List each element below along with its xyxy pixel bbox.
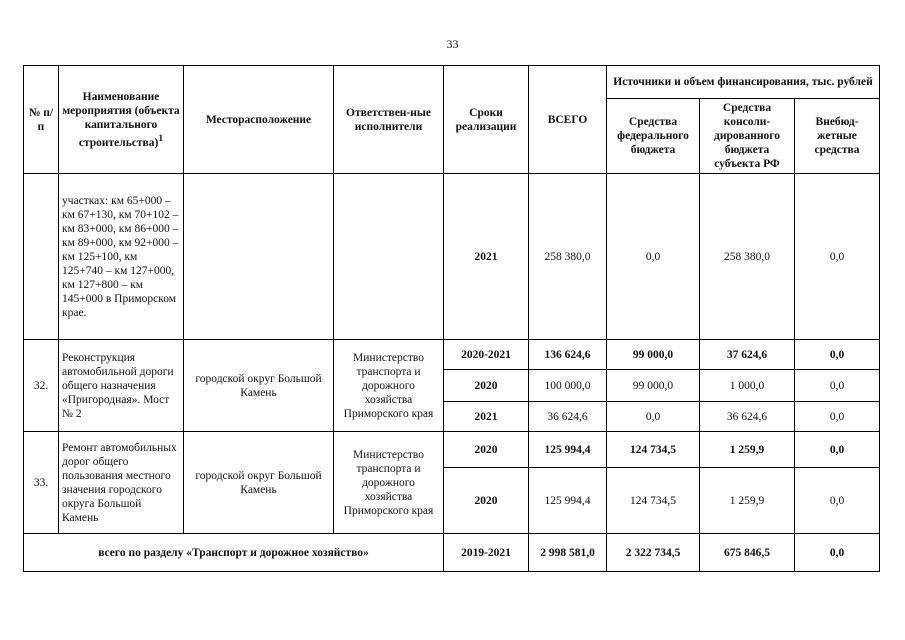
item33-row-1 (24, 432, 880, 468)
continuation-executor (334, 174, 444, 340)
item33-federal: 124 734,5 (607, 468, 700, 534)
continuation-location (184, 174, 334, 340)
item33-year: 2020 (444, 468, 529, 534)
item32-num: 32. (24, 340, 59, 432)
item32-year: 2020 (444, 370, 529, 402)
header-name-text: Наименование мероприятия (объекта капитального строительства) (62, 90, 180, 149)
item32-offbudget: 0,0 (795, 370, 880, 402)
total-year: 2019-2021 (444, 534, 529, 572)
item33-regional: 1 259,9 (700, 432, 795, 468)
item32-year: 2021 (444, 402, 529, 432)
item32-federal: 99 000,0 (607, 340, 700, 370)
continuation-regional: 258 380,0 (700, 174, 795, 340)
continuation-text: участках: км 65+000 – км 67+130, км 70+102 – км 83+000, км 86+000 – км 89+000, км 92+000 – км 125+100, км 125+740 – км 127+000, км 127+800 – км 145+000 в Приморском крае. (59, 174, 184, 340)
item33-regional: 1 259,9 (700, 468, 795, 534)
continuation-year: 2021 (444, 174, 529, 340)
item32-offbudget: 0,0 (795, 402, 880, 432)
continuation-row (24, 174, 880, 340)
header-row-1 (24, 66, 880, 99)
continuation-offbudget: 0,0 (795, 174, 880, 340)
header-sources: Источники и объем финансирования, тыс. рублей (607, 66, 880, 99)
header-executors: Ответствен-ные исполнители (334, 66, 444, 174)
financing-table (23, 65, 880, 572)
total-offbudget: 0,0 (795, 534, 880, 572)
total-total: 2 998 581,0 (529, 534, 607, 572)
header-regional: Средства консоли-дированного бюджета субъекта РФ (700, 99, 795, 174)
header-name-footnote: 1 (158, 132, 164, 144)
item33-name: Ремонт автомобильных дорог общего пользования местного значения городского округа Большой Камень (59, 432, 184, 534)
item33-location: городской округ Большой Камень (184, 432, 334, 534)
item33-federal: 124 734,5 (607, 432, 700, 468)
total-federal: 2 322 734,5 (607, 534, 700, 572)
item32-regional: 37 624,6 (700, 340, 795, 370)
item32-year: 2020-2021 (444, 340, 529, 370)
item33-total: 125 994,4 (529, 432, 607, 468)
item32-row-1 (24, 340, 880, 370)
item32-total: 100 000,0 (529, 370, 607, 402)
header-terms: Сроки реализации (444, 66, 529, 174)
item32-federal: 0,0 (607, 402, 700, 432)
total-label: всего по разделу «Транспорт и дорожное хозяйство» (24, 534, 444, 572)
continuation-total: 258 380,0 (529, 174, 607, 340)
header-name (59, 66, 184, 174)
item32-offbudget: 0,0 (795, 340, 880, 370)
item32-federal: 99 000,0 (607, 370, 700, 402)
item32-regional: 36 624,6 (700, 402, 795, 432)
header-offbudget: Внебюд-жетные средства (795, 99, 880, 174)
item33-num: 33. (24, 432, 59, 534)
header-num: № п/п (24, 66, 59, 174)
item32-total: 136 624,6 (529, 340, 607, 370)
header-location: Месторасположение (184, 66, 334, 174)
continuation-federal: 0,0 (607, 174, 700, 340)
item33-executor: Министерство транспорта и дорожного хозяйства Приморского края (334, 432, 444, 534)
item33-total: 125 994,4 (529, 468, 607, 534)
total-row (24, 534, 880, 572)
page-number: 33 (446, 37, 459, 51)
item33-offbudget: 0,0 (795, 432, 880, 468)
header-federal: Средства федерального бюджета (607, 99, 700, 174)
item32-total: 36 624,6 (529, 402, 607, 432)
item33-year: 2020 (444, 432, 529, 468)
item33-offbudget: 0,0 (795, 468, 880, 534)
total-regional: 675 846,5 (700, 534, 795, 572)
header-total: ВСЕГО (529, 66, 607, 174)
item32-executor: Министерство транспорта и дорожного хозяйства Приморского края (334, 340, 444, 432)
item32-name: Реконструкция автомобильной дороги общего назначения «Пригородная». Мост № 2 (59, 340, 184, 432)
item32-regional: 1 000,0 (700, 370, 795, 402)
item32-location: городской округ Большой Камень (184, 340, 334, 432)
continuation-num (24, 174, 59, 340)
